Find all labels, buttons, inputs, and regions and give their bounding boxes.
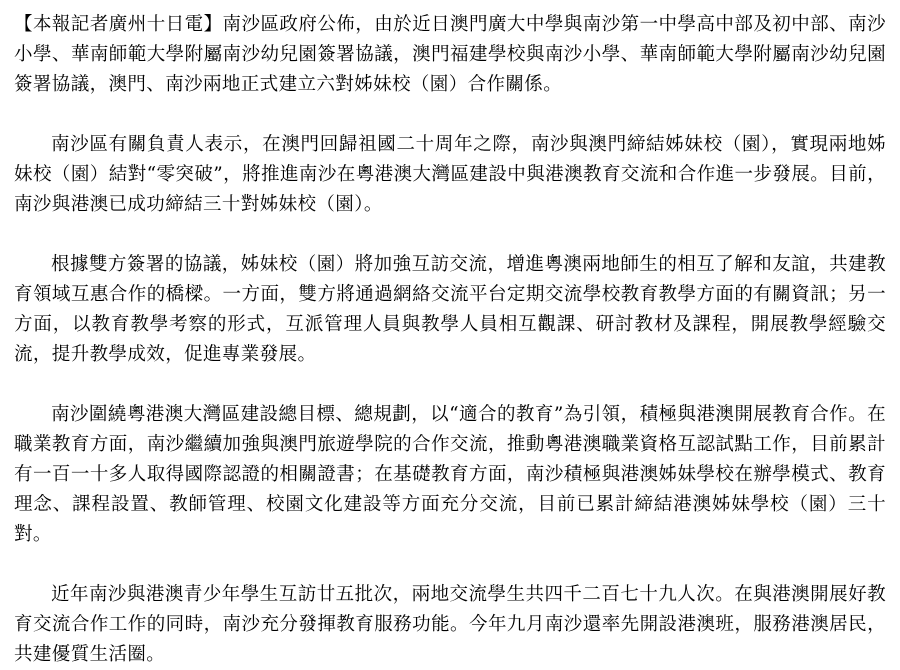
paragraph-spacer: [14, 370, 886, 400]
article-paragraph-3: 根據雙方簽署的協議，姊妹校（園）將加強互訪交流，增進粵澳兩地師生的相互了解和友誼，共建教育領域互惠合作的橋樑。一方面，雙方將通過網絡交流平台定期交流學校教育教學方面的有關資訊；另一方面，以教育教學考察的形式，互派管理人員與教學人員相互觀課、研討教材及課程，開展教學經驗交流，提升教學成效，促進專業發展。: [14, 254, 886, 365]
paragraph-spacer: [14, 100, 886, 130]
paragraph-spacer: [14, 550, 886, 580]
article-paragraph-4: 南沙圍繞粵港澳大灣區建設總目標、總規劃，以“適合的教育”為引領，積極與港澳開展教育合作。在職業教育方面，南沙繼續加強與澳門旅遊學院的合作交流，推動粵港澳職業資格互認試點工作，目前累計有一百一十多人取得國際認證的相關證書；在基礎教育方面，南沙積極與港澳姊妹學校在辦學模式、教育理念、課程設置、教師管理、校園文化建設等方面充分交流，目前已累計締結港澳姊妹學校（園）三十對。: [14, 404, 886, 545]
paragraph-spacer: [14, 220, 886, 250]
article-paragraph-2: 南沙區有關負責人表示，在澳門回歸祖國二十周年之際，南沙與澳門締結姊妹校（園），實現兩地姊妹校（園）結對“零突破”，將推進南沙在粵港澳大灣區建設中與港澳教育交流和合作進一步發展。目前，南沙與港澳已成功締結三十對姊妹校（園）。: [14, 134, 886, 215]
article-paragraph-5: 近年南沙與港澳青少年學生互訪廿五批次，兩地交流學生共四千二百七十九人次。在與港澳開展好教育交流合作工作的同時，南沙充分發揮教育服務功能。今年九月南沙還率先開設港澳班，服務港澳居民，共建優質生活圈。: [14, 584, 886, 665]
article-paragraph-1: 【本報記者廣州十日電】南沙區政府公佈，由於近日澳門廣大中學與南沙第一中學高中部及初中部、南沙小學、華南師範大學附屬南沙幼兒園簽署協議，澳門福建學校與南沙小學、華南師範大學附屬南沙幼兒園簽署協議，澳門、南沙兩地正式建立六對姊妹校（園）合作關係。: [14, 14, 886, 95]
